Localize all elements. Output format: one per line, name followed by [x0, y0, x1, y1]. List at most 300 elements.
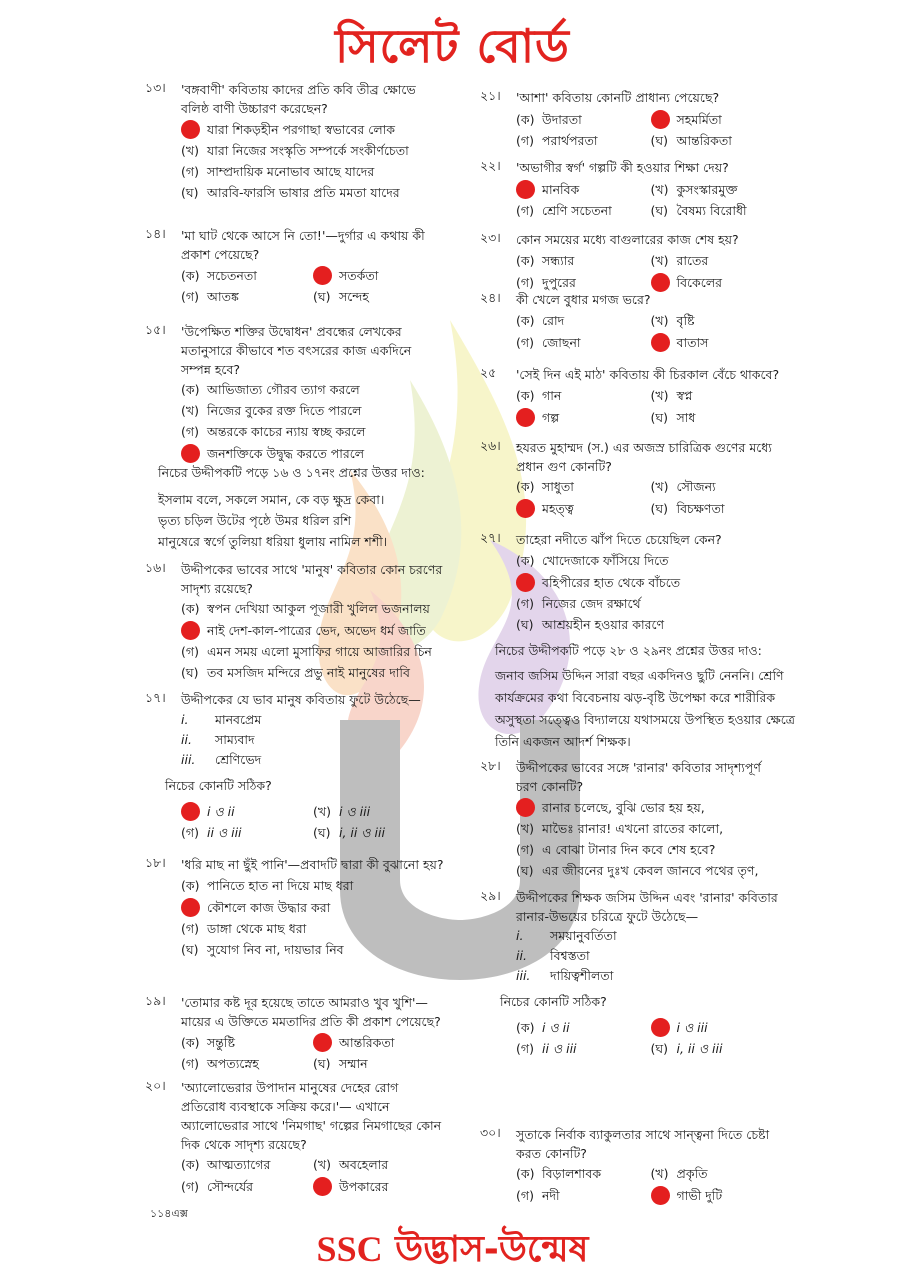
option-text: নাই দেশ-কাল-পাত্রের ভেদ, অভেদ ধর্ম জাতি: [207, 622, 426, 638]
question-line: [480, 158, 785, 178]
question-line: [480, 758, 785, 796]
option-label: (খ): [313, 1157, 331, 1172]
answer-option-correct[interactable]: [313, 1177, 445, 1196]
answer-option[interactable]: [181, 266, 313, 285]
option-text: গল্প: [542, 409, 560, 425]
options-list: [516, 552, 785, 634]
answer-option[interactable]: [181, 1177, 313, 1196]
option-label: (গ): [181, 825, 199, 840]
answer-option[interactable]: [181, 877, 445, 895]
answer-mark-icon: [516, 408, 535, 427]
question-line: [480, 230, 785, 250]
answer-option[interactable]: [181, 381, 445, 399]
which-correct: নিচের কোনটি সঠিক?: [500, 994, 607, 1009]
option-label: (ক): [516, 388, 535, 403]
answer-mark-icon: [313, 1033, 332, 1052]
stimulus-16-17: [158, 462, 458, 552]
answer-option-correct[interactable]: [651, 110, 786, 129]
statement-label: i.: [181, 712, 189, 727]
question-line: [145, 690, 445, 710]
answer-option[interactable]: [313, 802, 445, 821]
question-line: [145, 322, 445, 379]
answer-mark-icon: [181, 444, 200, 463]
question-text: 'ধরি মাছ না ছুঁই পানি'—প্রবাদটি দ্বারা কী বুঝানো হয়?: [181, 857, 444, 872]
options-list: [516, 1165, 785, 1205]
answer-option[interactable]: [181, 600, 445, 618]
option-text: সুযোগ নিব না, দায়ভার নিব: [207, 942, 344, 957]
option-text: উদারতা: [542, 111, 582, 127]
option-label: (গ): [516, 596, 534, 611]
question-text: কোন সময়ের মধ্যে বাগুলারের কাজ শেষ হয়?: [516, 232, 739, 247]
option-text: স্বপন দেখিয়া আকুল পূজারী খুলিল ভজনালয়: [207, 601, 430, 616]
option-label: (গ): [181, 644, 199, 659]
question-number: ১৬।: [145, 560, 166, 575]
option-label: (ক): [516, 553, 535, 568]
question-text: 'অ্যালোভেরার উপাদান মানুষের দেহের রোগ প্রতিরোধ ব্যবস্থাকে সক্রিয় করে।'— এখানে অ্যালোভেরার সাথে 'নিমগাছ' গল্পের নিমগাছের কোন দিক থেকে সাদৃশ্য রয়েছে?: [181, 1080, 442, 1152]
option-text: সাম্প্রদায়িক মনোভাব আছে যাদের: [207, 164, 375, 179]
options-list: [516, 312, 785, 352]
answer-option[interactable]: [181, 824, 313, 842]
stimulus-line: ভৃত্য চড়িল উটের পৃষ্ঠে উমর ধরিল রশি: [158, 513, 351, 528]
option-label: (ঘ): [313, 825, 331, 840]
answer-option[interactable]: [181, 423, 445, 441]
option-text: আত্মত্যাগের: [207, 1157, 271, 1172]
answer-mark-icon: [516, 798, 535, 817]
answer-option[interactable]: [651, 312, 786, 330]
answer-option[interactable]: [651, 1165, 786, 1183]
options-list: [516, 180, 785, 220]
answer-option[interactable]: [181, 184, 445, 202]
answer-option-correct[interactable]: [181, 120, 445, 139]
stimulus-28-29: [495, 640, 795, 753]
question-text: হযরত মুহাম্মদ (স.) এর অজস্র চারিত্রিক গুণের মধ্যে প্রধান গুণ কোনটি?: [516, 440, 772, 474]
option-label: (গ): [181, 921, 199, 936]
answer-mark-icon: [181, 898, 200, 917]
question-number: ১৯।: [145, 993, 166, 1008]
option-label: (খ): [181, 143, 199, 158]
question-number: ২৯।: [480, 888, 501, 903]
question-number: ১৫।: [145, 322, 166, 337]
options-list: [181, 266, 445, 306]
answer-option[interactable]: [651, 478, 786, 496]
option-text: পানিতে হাত না দিয়ে মাছ ধরা: [207, 878, 354, 893]
statement-text: সাম্যবাদ: [215, 732, 255, 747]
option-text: সাধ: [676, 409, 696, 425]
option-text: স্বপ্ন: [676, 388, 693, 403]
answer-option[interactable]: [516, 616, 785, 634]
footer-ssc: SSC: [316, 1229, 383, 1269]
answer-mark-icon: [651, 1186, 670, 1205]
stimulus-line: ইসলাম বলে, সকলে সমান, কে বড় ক্ষুদ্র কেবা।: [158, 492, 385, 507]
option-label: (খ): [650, 313, 669, 328]
option-text: খোদেজাকে ফাঁসিয়ে দিতে: [542, 553, 669, 568]
option-text: বৃষ্টি: [676, 313, 695, 328]
option-text: i ও iii: [676, 1019, 708, 1035]
question-line: [145, 560, 445, 598]
question-text: উদ্দীপকের ভাবের সাথে 'মানুষ' কবিতার কোন চরণের সাদৃশ্য রয়েছে?: [181, 562, 443, 596]
question-line: [480, 88, 785, 108]
page-title: সিলেট বোর্ড: [335, 19, 570, 73]
option-label: (খ): [650, 479, 669, 494]
option-label: (ক): [181, 1157, 200, 1172]
answer-option[interactable]: [516, 552, 785, 570]
option-label: (ঘ): [650, 133, 668, 148]
option-text: বহিপীরের হাত থেকে বাঁচতে: [542, 574, 681, 590]
option-text: সন্তুষ্টি: [207, 1034, 235, 1050]
answer-mark-icon: [651, 110, 670, 129]
answer-option[interactable]: [516, 387, 651, 405]
question-block: [145, 322, 445, 463]
option-text: কুসংস্কারমুক্ত: [676, 181, 738, 197]
answer-option[interactable]: [516, 132, 651, 150]
answer-option[interactable]: [516, 862, 785, 880]
statement-list: [516, 926, 785, 986]
option-label: (ক): [181, 1034, 200, 1050]
answer-option-correct[interactable]: [181, 621, 445, 640]
answer-mark-icon: [516, 499, 535, 518]
answer-option[interactable]: [516, 312, 651, 330]
option-text: এ বোঝা টানার দিন কবে শেষ হবে?: [542, 842, 716, 857]
stimulus-intro: নিচের উদ্দীপকটি পড়ে ২৮ ও ২৯নং প্রশ্নের উত্তর দাও:: [495, 643, 762, 658]
question-text: 'আশা' কবিতায় কোনটি প্রাধান্য পেয়েছে?: [516, 90, 720, 105]
answer-option[interactable]: [313, 824, 445, 842]
option-text: মাভৈঃ রানার! এখনো রাতের কালো,: [542, 821, 724, 836]
answer-option-correct[interactable]: [313, 266, 445, 285]
option-label: (গ): [516, 1187, 534, 1203]
question-block: [480, 438, 785, 518]
option-label: (ঘ): [181, 665, 199, 680]
options-list: [516, 1018, 785, 1058]
question-line: [480, 290, 785, 310]
options-list: [181, 600, 445, 682]
option-text: নদী: [542, 1187, 560, 1203]
option-label: (ঘ): [650, 500, 668, 516]
option-label: (ক): [516, 253, 535, 268]
answer-option[interactable]: [516, 820, 785, 838]
option-text: রাতের: [676, 253, 709, 268]
option-label: (ক): [181, 601, 200, 616]
question-block: [480, 230, 785, 292]
question-text: 'মা ঘাট থেকে আসে নি তো!'—দুর্গার এ কথায় কী প্রকাশ পেয়েছে?: [181, 228, 425, 262]
answer-option[interactable]: [313, 1055, 445, 1073]
option-text: ii ও iii: [207, 825, 242, 840]
option-label: (গ): [516, 133, 534, 148]
option-text: ডাঙ্গা থেকে মাছ ধরা: [207, 921, 307, 936]
option-label: (ঘ): [650, 409, 668, 425]
answer-option[interactable]: [181, 288, 313, 306]
option-label: (ক): [181, 267, 200, 283]
statement-text: বিশ্বস্ততা: [550, 948, 590, 963]
answer-option[interactable]: [181, 664, 445, 682]
answer-option-correct[interactable]: [516, 408, 651, 427]
question-block: [480, 888, 785, 1058]
option-label: (গ): [516, 203, 534, 218]
answer-option-correct[interactable]: [181, 898, 445, 917]
option-label: (ঘ): [516, 863, 534, 878]
answer-mark-icon: [313, 266, 332, 285]
question-block: [145, 560, 445, 682]
option-label: (গ): [181, 164, 199, 179]
options-list: [516, 478, 785, 518]
option-label: (ঘ): [181, 185, 199, 200]
question-number: ২১।: [480, 88, 501, 103]
option-text: যারা শিকড়হীন পরগাছা স্বভাবের লোক: [207, 121, 396, 137]
option-label: (ক): [516, 313, 535, 328]
question-text: 'বঙ্গবাণী' কবিতায় কাদের প্রতি কবি তীব্র ক্ষোভে বলিষ্ঠ বাণী উচ্চারণ করেছেন?: [181, 82, 416, 116]
question-block: [480, 758, 785, 880]
answer-option-correct[interactable]: [651, 333, 786, 352]
answer-option[interactable]: [181, 1033, 313, 1052]
options-list: [181, 1156, 445, 1196]
question-number: ১৮।: [145, 855, 166, 870]
question-line: [145, 226, 445, 264]
question-text: তাহেরা নদীতে ঝাঁপ দিতে চেয়েছিল কেন?: [516, 532, 722, 547]
question-line: [145, 855, 445, 875]
answer-option[interactable]: [651, 408, 786, 427]
question-text: উদ্দীপকের শিক্ষক জসিম উদ্দিন এবং 'রানার' কবিতার রানার-উভয়ের চরিত্রে ফুটে উঠেছে—: [516, 890, 778, 924]
option-text: তব মসজিদ মন্দিরে প্রভু নাই মানুষের দাবি: [207, 665, 410, 680]
question-block: [145, 80, 445, 202]
option-label: (ক): [181, 878, 200, 893]
question-block: [480, 290, 785, 352]
option-text: শ্রেণি সচেতনা: [542, 203, 612, 218]
answer-option[interactable]: [651, 202, 786, 220]
answer-option-correct[interactable]: [181, 444, 445, 463]
answer-option[interactable]: [516, 1186, 651, 1205]
options-list: [516, 798, 785, 880]
option-label: (ঘ): [313, 289, 331, 304]
answer-mark-icon: [181, 621, 200, 640]
answer-option[interactable]: [313, 1156, 445, 1174]
answer-option-correct[interactable]: [516, 180, 651, 199]
option-text: i, ii ও iii: [676, 1041, 723, 1056]
answer-option-correct[interactable]: [313, 1033, 445, 1052]
option-text: i ও ii: [542, 1019, 570, 1035]
answer-option-correct[interactable]: [651, 1186, 786, 1205]
answer-option[interactable]: [651, 132, 786, 150]
answer-option[interactable]: [651, 180, 786, 199]
answer-option-correct[interactable]: [181, 802, 313, 821]
statement-text: সময়ানুবর্তিতা: [550, 928, 617, 943]
option-label: (ক): [516, 111, 535, 127]
option-text: আন্তরিকতা: [676, 133, 732, 148]
option-text: সৌন্দর্যের: [207, 1178, 254, 1194]
option-text: আন্তরিকতা: [339, 1034, 395, 1050]
option-label: (গ): [516, 1041, 534, 1056]
answer-option-correct[interactable]: [516, 573, 785, 592]
answer-option[interactable]: [651, 1040, 786, 1058]
statement-text: মানবপ্রেম: [215, 712, 262, 727]
answer-option[interactable]: [181, 941, 445, 959]
statement-item: [181, 710, 445, 730]
option-label: (খ): [516, 821, 534, 836]
option-text: রোদ: [542, 313, 565, 328]
answer-option-correct[interactable]: [516, 798, 785, 817]
answer-option[interactable]: [181, 163, 445, 181]
question-line: [480, 438, 785, 476]
option-label: (গ): [181, 289, 199, 304]
question-block: [145, 993, 445, 1073]
answer-option[interactable]: [516, 252, 651, 270]
question-line: [145, 1078, 445, 1154]
question-number: ৩০।: [480, 1125, 501, 1140]
answer-option[interactable]: [516, 595, 785, 613]
question-block: [480, 530, 785, 634]
answer-mark-icon: [651, 333, 670, 352]
question-number: ২২।: [480, 158, 501, 173]
option-text: বিচক্ষণতা: [676, 500, 725, 516]
answer-option[interactable]: [516, 1040, 651, 1058]
option-label: (ঘ): [181, 942, 199, 957]
option-text: এর জীবনের দুঃখ কেবল জানবে পথের তৃণ,: [542, 863, 759, 878]
answer-mark-icon: [516, 180, 535, 199]
option-text: ii ও iii: [542, 1041, 577, 1056]
answer-option[interactable]: [181, 142, 445, 160]
question-block: [145, 1078, 445, 1196]
answer-option[interactable]: [181, 920, 445, 938]
statement-label: i.: [516, 928, 524, 943]
options-list: [181, 381, 445, 463]
option-label: (ক): [516, 1019, 535, 1035]
question-text: সুতাকে নির্বাক ব্যাকুলতার সাথে সান্ত্বনা দিতে চেষ্টা করত কোনটি?: [516, 1127, 770, 1161]
option-text: বিড়ালশাবক: [542, 1166, 602, 1181]
answer-option[interactable]: [181, 402, 445, 420]
option-text: অন্তরকে কাচের ন্যায় স্বচ্ছ করলে: [207, 424, 366, 439]
option-label: (খ): [650, 1166, 669, 1181]
option-label: (ক): [181, 382, 200, 397]
question-line: [145, 80, 445, 118]
option-text: i ও ii: [207, 803, 235, 819]
option-text: মহত্ত্ব: [542, 500, 574, 516]
option-text: সহমর্মিতা: [676, 111, 722, 127]
question-line: [145, 993, 445, 1031]
options-list: [181, 802, 445, 842]
option-text: গাভী দুটি: [676, 1187, 723, 1203]
question-number: ১৪।: [145, 226, 166, 241]
question-line: [480, 1125, 785, 1163]
option-text: বিকেলের: [676, 274, 723, 290]
answer-mark-icon: [313, 1177, 332, 1196]
option-label: (গ): [181, 1178, 199, 1194]
answer-option[interactable]: [651, 387, 786, 405]
option-text: সম্মান: [339, 1056, 368, 1071]
footer-brand-name: উদ্ভাস-উন্মেষ: [382, 1229, 589, 1270]
option-label: (ঘ): [516, 617, 534, 632]
question-number: ১৭।: [145, 690, 166, 705]
question-text: 'উপেক্ষিত শক্তির উদ্বোধন' প্রবন্ধের লেখকের মতানুসারে কীভাবে শত বৎসরের কাজ একদিনে সম্পন্ন হবে?: [181, 324, 412, 377]
answer-option[interactable]: [516, 841, 785, 859]
option-label: (ঘ): [313, 1056, 331, 1071]
question-number: ২৫: [480, 365, 497, 380]
question-number: ১৩।: [145, 80, 166, 95]
answer-mark-icon: [181, 802, 200, 821]
option-text: প্রকৃতি: [676, 1166, 708, 1181]
statement-label: ii.: [516, 948, 527, 963]
answer-option[interactable]: [516, 202, 651, 220]
option-text: জোছনা: [542, 334, 581, 350]
option-text: বাতাস: [676, 334, 709, 350]
option-text: আরবি-ফারসি ভাষার প্রতি মমতা যাদের: [207, 185, 400, 200]
option-label: (খ): [181, 403, 199, 418]
option-text: জনশক্তিকে উদ্বুদ্ধ করতে পারলে: [207, 445, 365, 461]
option-label: (গ): [516, 334, 534, 350]
statement-list: [181, 710, 445, 770]
answer-mark-icon: [516, 573, 535, 592]
question-number: ২০।: [145, 1078, 166, 1093]
option-text: দুপুরের: [542, 274, 576, 290]
options-list: [181, 877, 445, 959]
answer-option[interactable]: [181, 643, 445, 661]
question-block: [145, 690, 445, 842]
question-block: [480, 158, 785, 220]
option-label: (খ): [313, 803, 331, 819]
answer-option-correct[interactable]: [651, 1018, 786, 1037]
option-label: (ঘ): [650, 203, 668, 218]
question-text: 'তোমার কষ্ট দূর হয়েছে তাতে আমরাও খুব খুশি'—মায়ের এ উক্তিতে মমতাদির প্রতি কী প্রকাশ পেয়েছে?: [181, 995, 441, 1029]
answer-option[interactable]: [651, 252, 786, 270]
question-block: [145, 226, 445, 306]
statement-item: [516, 966, 785, 986]
option-text: আশ্রয়হীন হওয়ার কারণে: [542, 617, 665, 632]
option-text: অপত্যস্নেহ: [207, 1056, 259, 1071]
options-list: [181, 1033, 445, 1073]
answer-option[interactable]: [516, 1165, 651, 1183]
statement-item: [181, 750, 445, 770]
statement-text: দায়িত্বশীলতা: [550, 968, 614, 983]
answer-option[interactable]: [651, 499, 786, 518]
option-label: (ক): [516, 479, 535, 494]
question-block: [145, 855, 445, 959]
answer-option[interactable]: [181, 1156, 313, 1174]
question-number: ২৭।: [480, 530, 501, 545]
question-number: ২৪।: [480, 290, 501, 305]
options-list: [516, 252, 785, 292]
question-text: উদ্দীপকের ভাবের সঙ্গে 'রানার' কবিতার সাদৃশ্যপূর্ণ চরণ কোনটি?: [516, 760, 761, 794]
question-block: [480, 1125, 785, 1205]
option-label: (ক): [516, 1166, 535, 1181]
options-list: [181, 120, 445, 202]
answer-option[interactable]: [181, 1055, 313, 1073]
option-text: মানবিক: [542, 181, 580, 197]
option-text: নিজের জেদ রক্ষার্থে: [542, 596, 641, 611]
option-text: গান: [542, 388, 562, 403]
question-block: [480, 88, 785, 150]
option-label: (খ): [650, 253, 669, 268]
answer-option[interactable]: [516, 478, 651, 496]
option-text: পরার্থপরতা: [542, 133, 598, 148]
option-label: (গ): [181, 424, 199, 439]
options-list: [516, 387, 785, 427]
answer-option[interactable]: [313, 288, 445, 306]
statement-label: iii.: [516, 968, 531, 983]
option-label: (খ): [650, 388, 669, 403]
option-text: অবহেলার: [339, 1157, 389, 1172]
option-text: রানার চলেছে, বুঝি ভোর হয় হয়,: [542, 799, 705, 815]
option-text: নিজের বুকের রক্ত দিতে পারলে: [207, 403, 362, 418]
question-block: [480, 365, 785, 427]
stimulus-intro: নিচের উদ্দীপকটি পড়ে ১৬ ও ১৭নং প্রশ্নের উত্তর দাও:: [158, 465, 425, 480]
answer-option[interactable]: [516, 110, 651, 129]
option-text: যারা নিজের সংস্কৃতি সম্পর্কে সংকীর্ণচেতা: [207, 143, 409, 158]
options-list: [516, 110, 785, 150]
answer-option[interactable]: [516, 1018, 651, 1037]
answer-mark-icon: [651, 1018, 670, 1037]
answer-option-correct[interactable]: [516, 499, 651, 518]
option-text: সৌজন্য: [676, 479, 716, 494]
answer-option[interactable]: [516, 333, 651, 352]
option-text: আভিজাত্য গৌরব ত্যাগ করলে: [207, 382, 360, 397]
option-text: উপকারের: [339, 1178, 389, 1194]
